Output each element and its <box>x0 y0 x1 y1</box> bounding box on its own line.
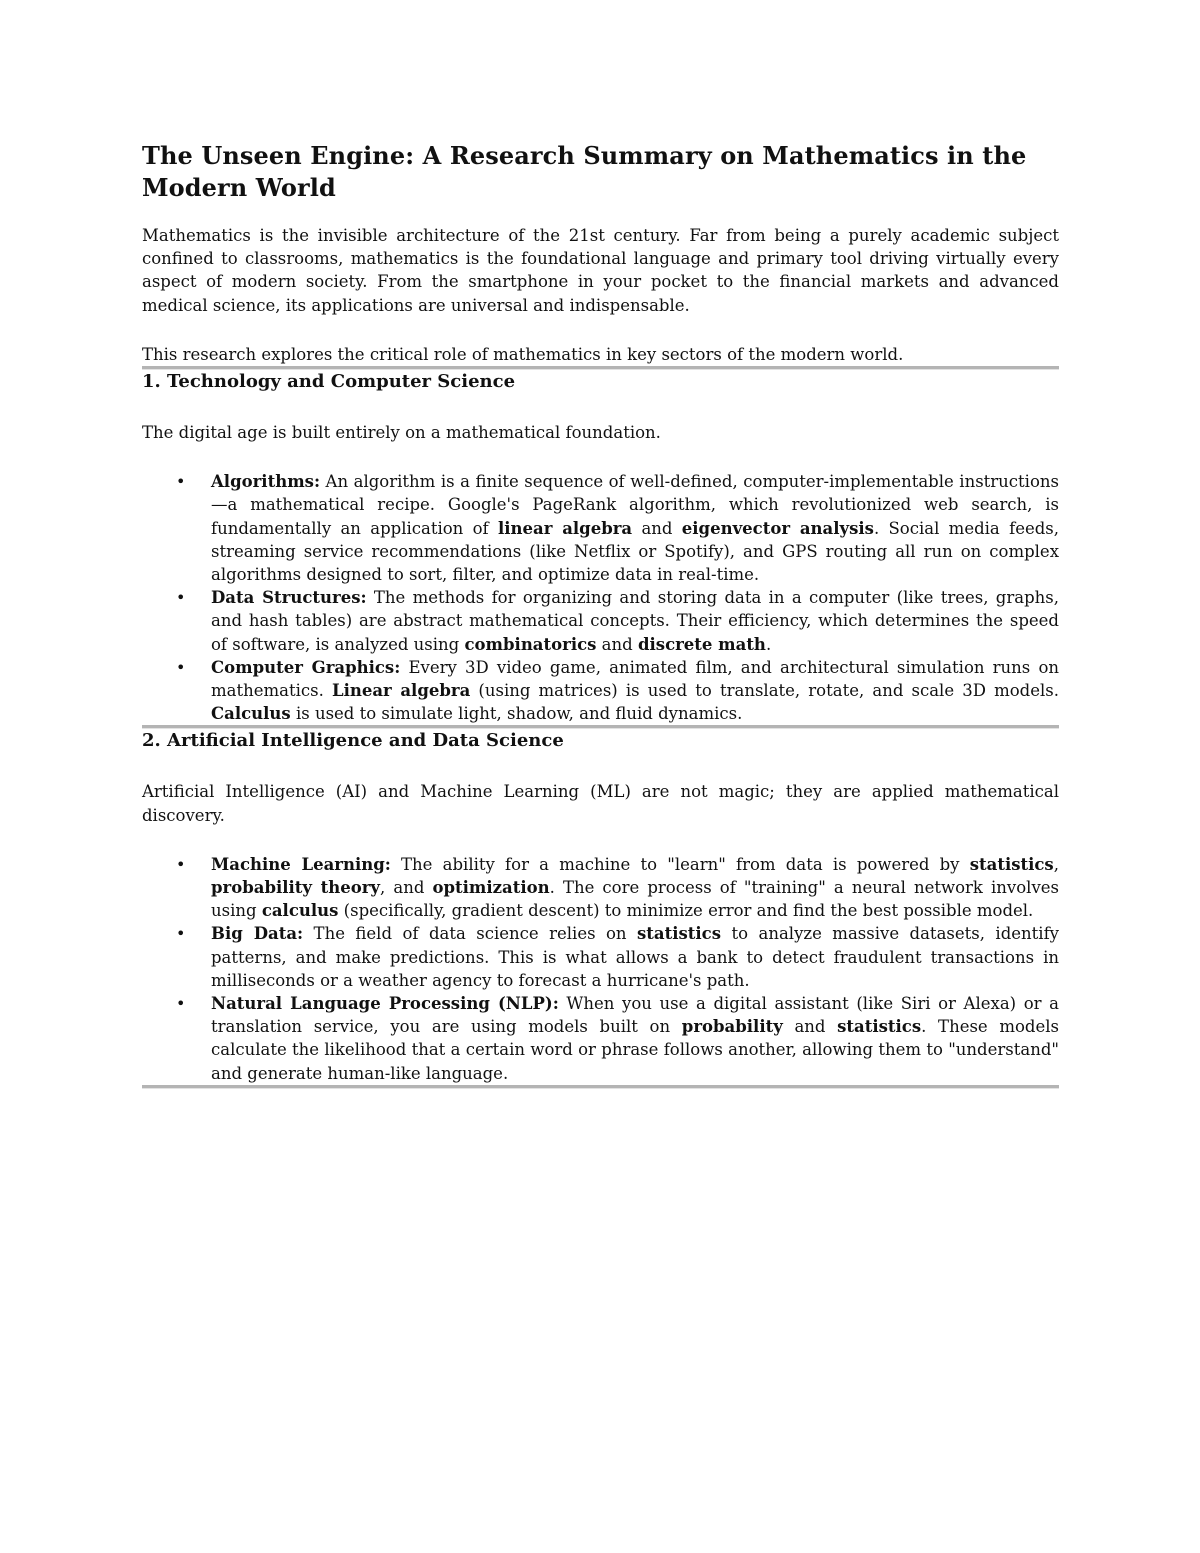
list-item-nlp <box>142 992 1059 1085</box>
bullet-icon: • <box>176 657 186 677</box>
document-title: The Unseen Engine: A Research Summary on Mathematics in the Modern World <box>142 141 1027 202</box>
intro-scope-paragraph: This research explores the critical role of mathematics in key sectors of the modern world. <box>142 344 904 364</box>
bullet-icon: • <box>176 854 186 874</box>
section-lead-technology: The digital age is built entirely on a mathematical foundation. <box>142 423 661 443</box>
bullet-text: The field of data science relies on <box>303 924 638 944</box>
bullet-text: and <box>782 1017 838 1037</box>
bullet-list-technology <box>142 470 1059 725</box>
bullet-text: and <box>596 634 638 654</box>
bullet-emphasis: combinatorics <box>464 634 597 654</box>
list-item-data-structures <box>142 586 1059 656</box>
bullet-text: Every 3D video game, animated film, and architectural simulation runs on mathematics. <box>211 657 1059 701</box>
section-heading-technology: 1. Technology and Computer Science <box>142 371 516 393</box>
bullet-term: Data Structures: <box>211 588 367 608</box>
bullet-list-ai <box>142 853 1059 1085</box>
bullet-icon: • <box>176 588 186 608</box>
bullet-text: The methods for organizing and storing data in a computer (like trees, graphs, and hash tables) are abstract mathematical concepts. Their efficiency, which determines the speed of software, is analyzed using <box>211 588 1059 654</box>
bullet-text: and <box>632 518 682 538</box>
intro-paragraph: Mathematics is the invisible architecture of the 21st century. Far from being a purely academic subject confined to classrooms, mathematics is the foundational language and primary tool driving virtually every aspect of modern society. From the smartphone in your pocket to the financial markets and advanced medical science, its applications are universal and indispensable. <box>142 226 1059 315</box>
bullet-text: An algorithm is a finite sequence of well-defined, computer-implementable instructions—a mathematical recipe. Google's PageRank algorithm, which revolutionized web search, is fundamentally an application of <box>211 472 1059 538</box>
list-item-computer-graphics <box>142 656 1059 726</box>
bullet-text: to analyze massive datasets, identify patterns, and make predictions. This is what allows a bank to detect fraudulent transactions in milliseconds or a weather agency to forecast a hurricane's path. <box>211 924 1059 990</box>
bullet-text: (using matrices) is used to translate, rotate, and scale 3D models. <box>470 681 1059 701</box>
bullet-emphasis: calculus <box>261 901 339 921</box>
section-divider <box>142 1085 1059 1088</box>
section-lead-ai: Artificial Intelligence (AI) and Machine Learning (ML) are not magic; they are applied mathematical discovery. <box>142 782 1059 825</box>
bullet-emphasis: statistics <box>837 1017 922 1037</box>
bullet-term: Machine Learning: <box>211 854 391 874</box>
list-item-machine-learning <box>142 853 1059 923</box>
bullet-text: is used to simulate light, shadow, and fluid dynamics. <box>290 704 743 724</box>
bullet-icon: • <box>176 472 186 492</box>
list-item-algorithms <box>142 470 1059 586</box>
bullet-emphasis: eigenvector analysis <box>681 518 874 538</box>
bullet-icon: • <box>176 924 186 944</box>
bullet-emphasis: probability theory <box>211 878 381 898</box>
bullet-text: . These models calculate the likelihood that a certain word or phrase follows another, allowing them to "understand" and generate human-like language. <box>211 1017 1059 1083</box>
bullet-emphasis: Linear algebra <box>331 681 471 701</box>
bullet-emphasis: optimization <box>432 878 550 898</box>
bullet-term: Computer Graphics: <box>211 657 401 677</box>
bullet-emphasis: probability <box>681 1017 783 1037</box>
bullet-emphasis: linear algebra <box>497 518 633 538</box>
bullet-text: When you use a digital assistant (like Siri or Alexa) or a translation service, you are using models built on <box>211 994 1059 1037</box>
bullet-text: . <box>765 634 772 654</box>
bullet-emphasis: Calculus <box>211 704 291 724</box>
bullet-emphasis: statistics <box>969 854 1054 874</box>
bullet-icon: • <box>176 994 186 1014</box>
bullet-term: Big Data: <box>211 924 304 944</box>
bullet-term: Algorithms: <box>211 472 321 492</box>
bullet-text: . Social media feeds, streaming service recommendations (like Netflix or Spotify), and GPS routing all run on complex algorithms designed to sort, filter, and optimize data in real-time. <box>211 518 1059 585</box>
bullet-text: (specifically, gradient descent) to minimize error and find the best possible model. <box>338 901 1034 921</box>
list-item-big-data <box>142 922 1059 992</box>
bullet-text: , and <box>380 878 433 898</box>
bullet-emphasis: discrete math <box>637 634 766 654</box>
bullet-text: The ability for a machine to "learn" from data is powered by <box>390 854 970 874</box>
bullet-text: . The core process of "training" a neural network involves using <box>211 878 1059 921</box>
bullet-emphasis: statistics <box>637 924 722 944</box>
document-page <box>142 140 1059 1088</box>
bullet-text: , <box>1053 854 1059 874</box>
section-heading-ai: 2. Artificial Intelligence and Data Science <box>142 730 564 752</box>
bullet-term: Natural Language Processing (NLP): <box>211 994 559 1014</box>
